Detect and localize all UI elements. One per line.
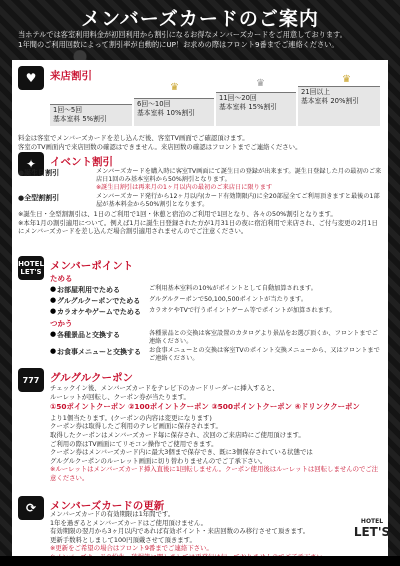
coupon-list: ①50ポイントクーポン ②100ポイントクーポン ③500ポイントクーポン ④ドリンククーポン	[50, 402, 360, 412]
visit-notes: 料金は客室でメンバーズカードを差し込んだ後、客室TV画面でご確認頂けます。 客室のTV画面内で来店回数の確認はできません。来店回数の確認はフロントまでご連絡ください。	[18, 134, 302, 151]
event-row: ●誕生日割引 メンバーズカードを購入時に客室TV画面にて誕生日の登録が出来ます。誕生日登録した月の最初のご来店日1回のみ基本室料から50%割引となります。 ※誕生日割引は再来月の1ヶ月以内の最初のご来店日に限ります	[18, 168, 382, 191]
renew-arrows-icon: ⟳	[18, 496, 44, 520]
coupon-section: 777 グルグルクーポン チェックイン後、メンバーズカードをテレビ下のカードリーダーに挿入すると、 ルーレットが回転し、クーポン券が当たります。 ①50ポイントクーポン ②100ポイントクーポン ③500ポイントクーポン ④ドリンククーポン より1個当たります。(クーポンの内容は変更になります) クーポン券は取得したご利用のテレビ画面に保存されます。 取得したクーポンはメンバーズカード毎に保存され、次回のご来店時にご使用頂けます。 ご利用の際はTV画面にてリモコン操作でご使用できます。 クーポン券はメンバーズカード内に最大3個まで保存でき、既に3個保存されている状態では グルグルクーポンのルーレット画面に切り替わりませんのでご了承下さい。 ※ルーレットはメンバーズカード挿入直後に1回転しません。クーポン使用後はルーレットは回転しませんのでご注意ください。	[18, 368, 382, 498]
intro-line: 当ホテルでは客室利用料金が初回利用から割引になるお得なメンバーズカードをご用意しております。	[18, 30, 347, 39]
event-notes: ※誕生日・全型割割引は、1日のご利用で1回・休憩と宿泊のご利用で1回となり、各々の50%割引となります。 ※本年1月の割引適用について。例えば1月に誕生日登録された方が1月31日の夜に宿泊利用で来店され、ご付与変更の2月1日にメンバーズカードを差し込んだ場合割引適用されませんのでご注意ください。	[18, 210, 378, 236]
bottom-border	[0, 556, 400, 566]
visit-step: 6回～10回 基本室料 10%割引	[134, 98, 214, 126]
page-title: メンバーズカードのご案内	[81, 8, 319, 30]
intro-text	[18, 30, 388, 50]
content-panel	[12, 60, 388, 560]
section-title: 来店割引	[50, 70, 92, 82]
crown-icon: ♛	[256, 78, 265, 89]
earn-row: ● グルグルクーポンでためる グルグルクーポンで50,100,500ポイントが当たります。	[50, 296, 308, 305]
visit-step: 11回～20回 基本室料 15%割引	[216, 92, 296, 126]
party-popper-icon: ✦	[18, 152, 44, 176]
event-section	[18, 152, 382, 250]
hotel-lets-logo: HOTEL LET'S	[18, 256, 44, 280]
intro-line: 1年間のご利用回数によって割引率が自動的にUP！お求めの際はフロント9番までご連絡ください。	[18, 40, 339, 49]
section-title: グルグルクーポン	[50, 372, 133, 384]
use-row: ● お食事メニューと交換する お食事メニューとの交換は客室TVのポイント交換メニューから、又はフロントまでご連絡ください。	[50, 347, 380, 362]
crown-icon: ♛	[170, 82, 179, 93]
use-row: ● 各種景品と交換する 各種景品との交換は客室設置のカタログより景品をお選び頂くか、フロントまでご連絡ください。	[50, 330, 378, 345]
hotel-lets-logo: HOTEL LET'S	[353, 518, 391, 539]
points-section	[18, 256, 382, 366]
slot-777-icon: 777	[18, 368, 44, 392]
section-title: メンバーポイント	[50, 260, 134, 272]
visit-step: 21回以上 基本室料 20%割引	[298, 86, 380, 126]
crown-icon: ♛	[342, 74, 351, 85]
bed-icon: ♥	[18, 66, 44, 90]
use-head: つかう	[50, 319, 73, 328]
section-title: イベント割引	[50, 156, 113, 168]
earn-head: ためる	[50, 274, 73, 283]
earn-row: ● お部屋利用でためる ご利用基本室料の10%がポイントとして自動加算されます。	[50, 285, 317, 294]
section-title: メンバーズカードの更新	[50, 500, 165, 512]
visit-step: 1回～5回 基本室料 5%割引	[50, 104, 132, 126]
renewal-section: ⟳ メンバーズカードの更新 メンバーズカードの有効期限は1年間です。 1年を過ぎるとメンバーズカードはご使用頂けません。 有効期限の翌月から3ヶ月以内であれば有効ポイント・来店回数のみ移行させて頂きます。 更新手数料としまして100円頂戴させて頂きます。 ※更新をご希望の場合はフロント9番までご連絡下さい。	[18, 496, 382, 558]
earn-row: ● カラオケやゲームでためる カラオケやTVで行うポイントゲーム等でポイントが加算されます。	[50, 307, 336, 316]
event-row: ●全型割割引 メンバーズカード発行から12ヶ月以内(カード有効期限内)に全20部屋全てご利用頂きますと最後の1部屋が基本料金から50%割引となります。	[18, 193, 380, 208]
